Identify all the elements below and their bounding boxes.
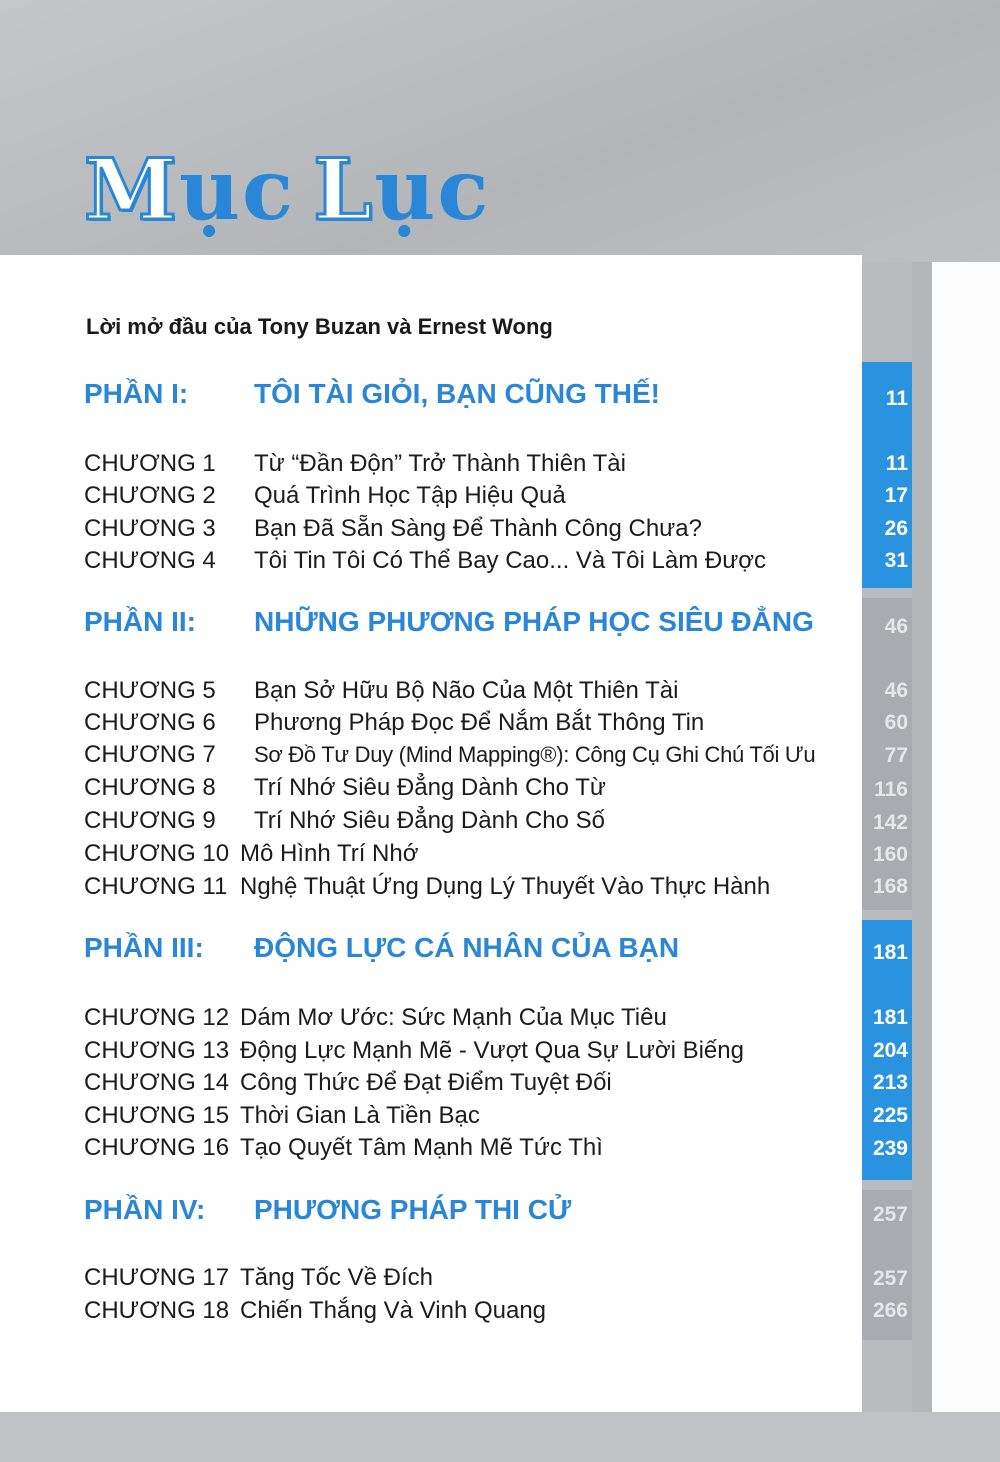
chapter-label[interactable]: CHƯƠNG 11 (84, 873, 228, 900)
chapter-label[interactable]: CHƯƠNG 18 (84, 1297, 230, 1324)
title-letter-l: L (313, 140, 375, 239)
chapter-page-number: 17 (884, 484, 908, 507)
chapter-page-number: 142 (872, 811, 908, 834)
chapter-label[interactable]: CHƯƠNG 8 (84, 774, 216, 801)
chapter-page-number: 213 (872, 1071, 908, 1094)
right-page-edge (932, 262, 1000, 1412)
part-page-number: 11 (885, 387, 908, 410)
chapter-label[interactable]: CHƯƠNG 2 (84, 482, 216, 509)
chapter-page-number: 116 (874, 778, 908, 801)
chapter-label[interactable]: CHƯƠNG 5 (84, 677, 216, 704)
chapter-title[interactable]: Trí Nhớ Siêu Đẳng Dành Cho Từ (254, 774, 606, 801)
part-title[interactable]: ĐỘNG LỰC CÁ NHÂN CỦA BẠN (254, 932, 680, 963)
part-title[interactable]: NHỮNG PHƯƠNG PHÁP HỌC SIÊU ĐẲNG (254, 606, 814, 637)
chapter-page-number: 60 (884, 711, 908, 734)
chapter-label[interactable]: CHƯƠNG 10 (84, 840, 230, 867)
chapter-title[interactable]: Mô Hình Trí Nhớ (240, 840, 419, 867)
chapter-title[interactable]: Nghệ Thuật Ứng Dụng Lý Thuyết Vào Thực Hành (240, 873, 771, 900)
part-label[interactable]: PHẦN IV: (84, 1194, 206, 1225)
chapter-page-number: 225 (872, 1104, 908, 1127)
part-label[interactable]: PHẦN I: (84, 378, 189, 409)
chapter-title[interactable]: Chiến Thắng Và Vinh Quang (240, 1297, 547, 1324)
background-bottom (0, 1412, 1000, 1462)
chapter-title[interactable]: Công Thức Để Đạt Điểm Tuyệt Đối (240, 1069, 612, 1096)
part-title[interactable]: PHƯƠNG PHÁP THI CỬ (254, 1194, 572, 1225)
title-word2-rest: ục (374, 140, 491, 239)
intro-entry[interactable]: Lời mở đầu của Tony Buzan và Ernest Wong (86, 314, 553, 339)
title-word1-rest: ục (178, 140, 296, 239)
title-letter-m: M (84, 140, 179, 239)
chapter-label[interactable]: CHƯƠNG 3 (84, 515, 216, 542)
chapter-page-number: 31 (884, 549, 908, 572)
chapter-title[interactable]: Dám Mơ Ước: Sức Mạnh Của Mục Tiêu (240, 1004, 667, 1031)
chapter-label[interactable]: CHƯƠNG 4 (84, 547, 216, 574)
chapter-title[interactable]: Quá Trình Học Tập Hiệu Quả (254, 482, 566, 509)
chapter-page-number: 11 (885, 452, 908, 475)
page-title (84, 140, 490, 240)
part-page-number: 46 (884, 615, 908, 638)
chapter-title[interactable]: Tăng Tốc Về Đích (240, 1264, 433, 1291)
chapter-label[interactable]: CHƯƠNG 14 (84, 1069, 230, 1096)
chapter-label[interactable]: CHƯƠNG 6 (84, 709, 216, 736)
gray-margin-strip (912, 262, 932, 1412)
chapter-title[interactable]: Động Lực Mạnh Mẽ - Vượt Qua Sự Lười Biếng (240, 1037, 744, 1064)
chapter-page-number: 77 (884, 744, 908, 767)
chapter-label[interactable]: CHƯƠNG 7 (84, 741, 216, 768)
chapter-page-number: 46 (884, 679, 908, 702)
chapter-label[interactable]: CHƯƠNG 15 (84, 1102, 230, 1129)
chapter-label[interactable]: CHƯƠNG 1 (84, 450, 216, 477)
chapter-page-number: 204 (872, 1039, 908, 1062)
chapter-title[interactable]: Thời Gian Là Tiền Bạc (240, 1102, 480, 1129)
part-label[interactable]: PHẦN III: (84, 932, 204, 963)
chapter-label[interactable]: CHƯƠNG 13 (84, 1037, 230, 1064)
chapter-page-number: 257 (872, 1267, 908, 1290)
chapter-title[interactable]: Sơ Đồ Tư Duy (Mind Mapping®): Công Cụ Ghi Chú Tối Ưu (254, 742, 816, 767)
chapter-label[interactable]: CHƯƠNG 12 (84, 1004, 230, 1031)
chapter-label[interactable]: CHƯƠNG 16 (84, 1134, 230, 1161)
chapter-page-number: 160 (872, 843, 908, 866)
part-label[interactable]: PHẦN II: (84, 606, 196, 637)
chapter-page-number: 168 (872, 875, 908, 898)
chapter-title[interactable]: Bạn Sở Hữu Bộ Não Của Một Thiên Tài (254, 677, 679, 704)
chapter-title[interactable]: Từ “Đần Độn” Trở Thành Thiên Tài (254, 450, 626, 477)
part-title[interactable]: TÔI TÀI GIỎI, BẠN CŨNG THẾ! (254, 378, 660, 409)
chapter-page-number: 239 (872, 1137, 908, 1160)
chapter-title[interactable]: Trí Nhớ Siêu Đẳng Dành Cho Số (254, 807, 606, 834)
chapter-page-number: 181 (872, 1006, 908, 1029)
chapter-title[interactable]: Tạo Quyết Tâm Mạnh Mẽ Tức Thì (240, 1134, 603, 1161)
chapter-label[interactable]: CHƯƠNG 17 (84, 1264, 230, 1291)
chapter-page-number: 26 (884, 517, 908, 540)
chapter-page-number: 266 (872, 1299, 908, 1322)
chapter-title[interactable]: Bạn Đã Sẵn Sàng Để Thành Công Chưa? (254, 515, 702, 542)
chapter-label[interactable]: CHƯƠNG 9 (84, 807, 216, 834)
chapter-title[interactable]: Tôi Tin Tôi Có Thể Bay Cao... Và Tôi Làm Được (254, 547, 767, 574)
part-page-number: 257 (872, 1203, 908, 1226)
part-page-number: 181 (872, 941, 908, 964)
chapter-title[interactable]: Phương Pháp Đọc Để Nắm Bắt Thông Tin (254, 709, 705, 736)
